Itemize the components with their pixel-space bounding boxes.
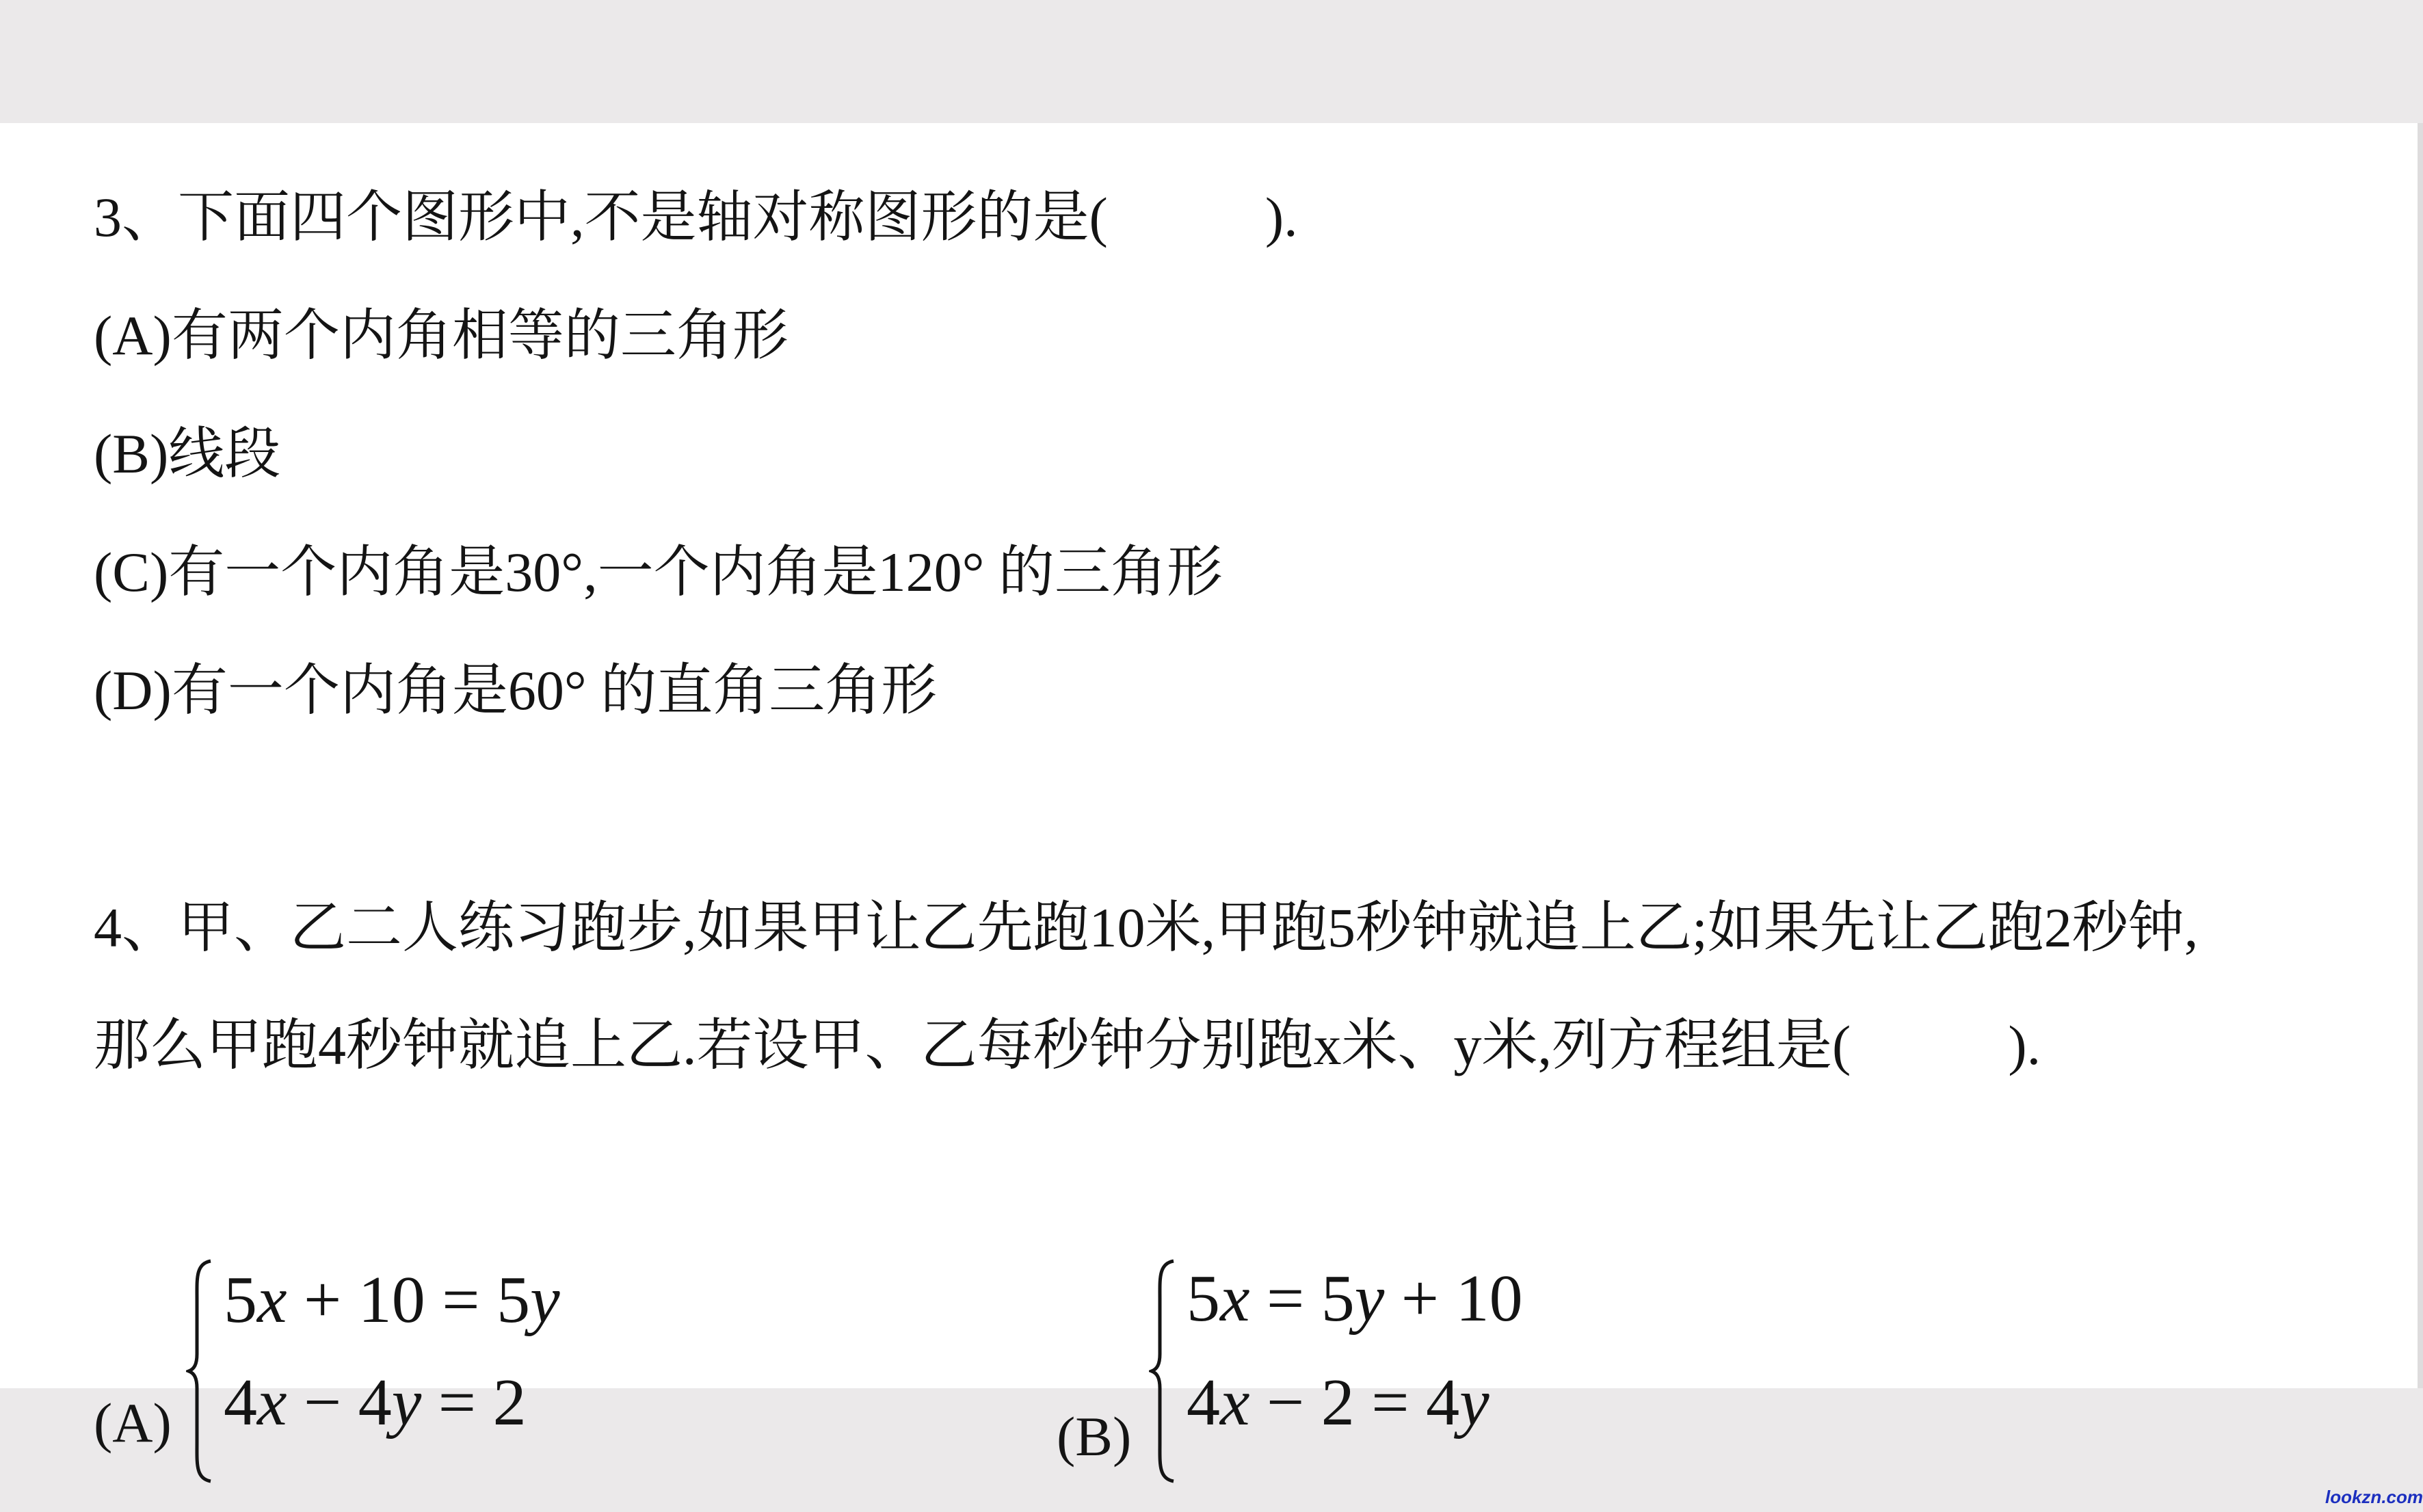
- equation-1: 5x = 5y + 10: [1187, 1262, 1523, 1336]
- question-3-option-a: (A)有两个内角相等的三角形: [94, 304, 789, 367]
- left-brace-icon: [186, 1258, 213, 1484]
- question-3-stem: [94, 186, 1298, 248]
- question-4-line-2: [94, 1014, 2041, 1076]
- question-3-option-d: (D)有一个内角是60° 的直角三角形: [94, 659, 938, 721]
- question-3-text: 3、下面四个图形中,不是轴对称图形的是(: [94, 186, 1108, 248]
- equation-1: 5x + 10 = 5y: [224, 1263, 560, 1337]
- equation-2: 4x − 4y = 2: [224, 1366, 527, 1440]
- worksheet-page: [0, 123, 2423, 1468]
- question-4-text-end: ).: [2008, 1014, 2041, 1076]
- left-brace-icon: [1149, 1258, 1176, 1484]
- question-3-option-c: (C)有一个内角是30°,一个内角是120° 的三角形: [94, 541, 1223, 603]
- question-4-text: 那么甲跑4秒钟就追上乙.若设甲、乙每秒钟分别跑x米、y米,列方程组是(: [94, 1014, 1851, 1076]
- option-label: (B): [1057, 1405, 1132, 1468]
- watermark: lookzn.com: [2325, 1487, 2423, 1507]
- question-3-option-b: (B)线段: [94, 423, 281, 485]
- equation-2: 4x − 2 = 4y: [1187, 1366, 1489, 1440]
- question-4-line-1: 4、甲、乙二人练习跑步,如果甲让乙先跑10米,甲跑5秒钟就追上乙;如果先让乙跑2秒钟,: [94, 897, 2199, 959]
- option-label: (A): [94, 1392, 172, 1454]
- question-3-text-end: ).: [1265, 186, 1298, 248]
- page-edge: [2418, 123, 2423, 1388]
